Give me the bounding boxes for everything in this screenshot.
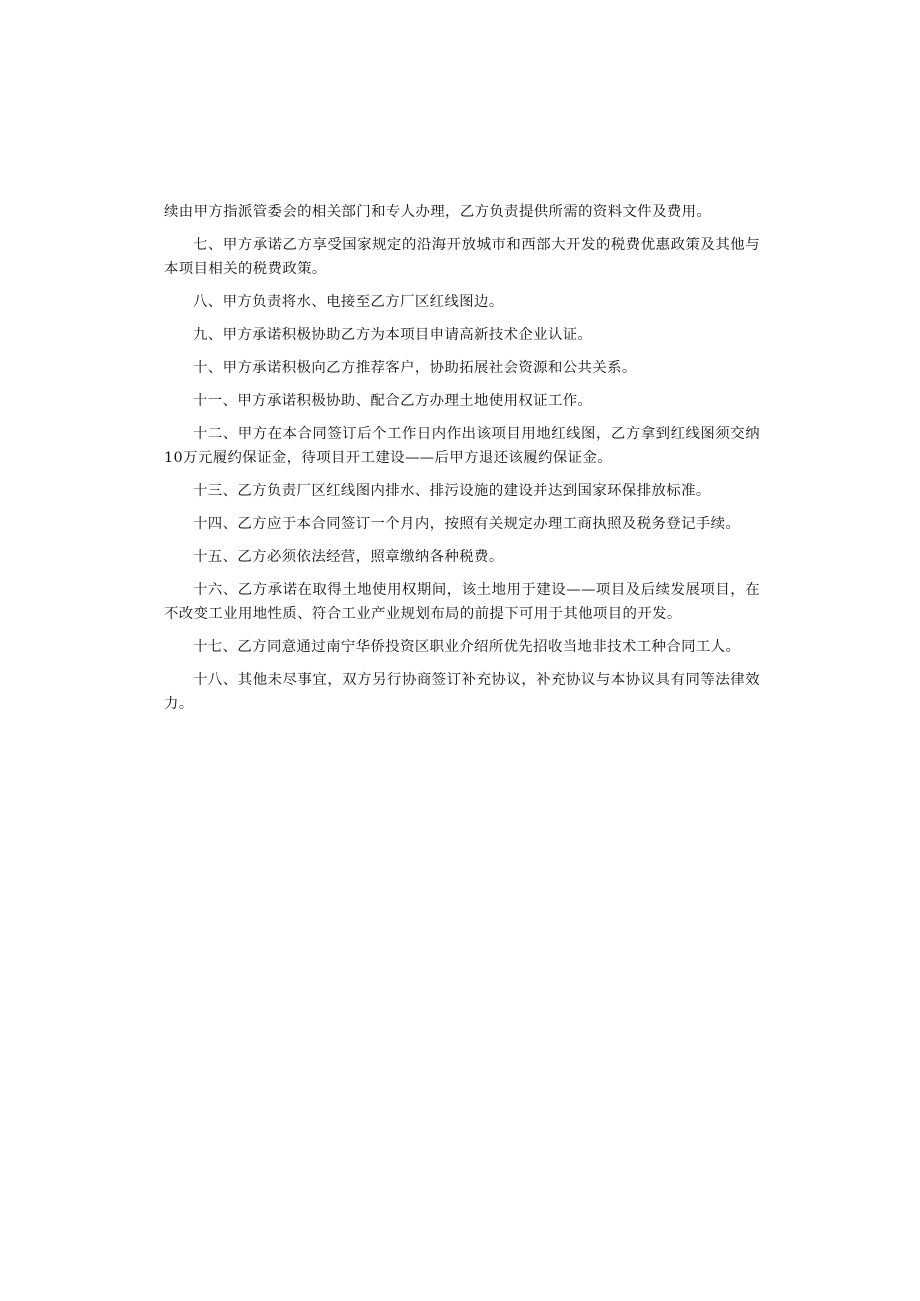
clause-15: 十五、乙方必须依法经营，照章缴纳各种税费。 [193, 549, 504, 565]
clause-9: 九、甲方承诺积极协助乙方为本项目申请高新技术企业认证。 [193, 327, 593, 343]
clause-14: 十四、乙方应于本合同签订一个月内，按照有关规定办理工商执照及税务登记手续。 [193, 516, 741, 532]
clause-16: 十六、乙方承诺在取得土地使用权期间，该土地用于建设——项目及后续发展项目，在不改变工业用地性质、符合工业产业规划布局的前提下可用于其他项目的开发。 [164, 582, 760, 622]
clause-17: 十七、乙方同意通过南宁华侨投资区职业介绍所优先招收当地非技术工种合同工人。 [193, 639, 741, 655]
clause-11: 十一、甲方承诺积极协助、配合乙方办理土地使用权证工作。 [193, 393, 593, 409]
contract-body [164, 200, 760, 725]
clause-7: 七、甲方承诺乙方享受国家规定的沿海开放城市和西部大开发的税费优惠政策及其他与本项目相关的税费政策。 [164, 237, 760, 277]
clause-18: 十八、其他未尽事宜，双方另行协商签订补充协议，补充协议与本协议具有同等法律效力。 [164, 672, 760, 712]
clause-10: 十、甲方承诺积极向乙方推荐客户，协助拓展社会资源和公共关系。 [193, 360, 637, 376]
clause-8: 八、甲方负责将水、电接至乙方厂区红线图边。 [193, 294, 504, 310]
clause-12: 十二、甲方在本合同签订后个工作日内作出该项目用地红线图，乙方拿到红线图须交纳10万元履约保证金，待项目开工建设——后甲方退还该履约保证金。 [164, 426, 760, 466]
clause-13: 十三、乙方负责厂区红线图内排水、排污设施的建设并达到国家环保排放标准。 [193, 483, 711, 499]
paragraph-continued: 续由甲方指派管委会的相关部门和专人办理，乙方负责提供所需的资料文件及费用。 [164, 204, 712, 220]
